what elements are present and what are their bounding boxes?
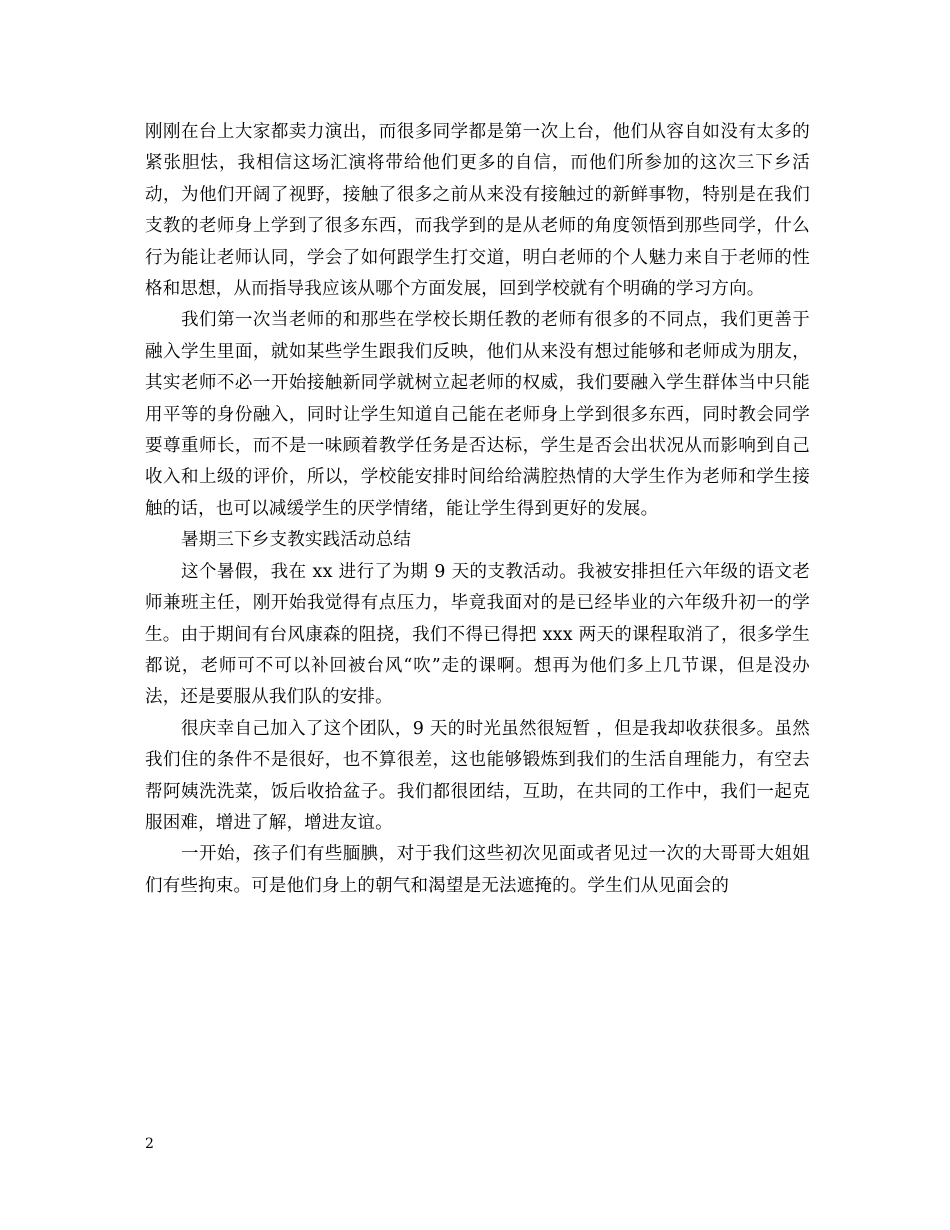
paragraph-3: 这个暑假，我在 xx 进行了为期 9 天的支教活动。我被安排担任六年级的语文老师兼班主任，刚开始我觉得有点压力，毕竟我面对的是已经毕业的六年级升初一的学生。由于期间有台风康森的阻挠，我们不得已得把 xxx 两天的课程取消了，很多学生都说，老师可不可以补回被台风“吹”走的课啊。想再为他们多上几节课，但是没办法，还是要服从我们队的安排。 <box>145 561 810 708</box>
document-body <box>145 117 810 902</box>
section-heading: 暑期三下乡支教实践活动总结 <box>181 530 412 551</box>
paragraph-1: 刚刚在台上大家都卖力演出，而很多同学都是第一次上台，他们从容自如没有太多的紧张胆怯，我相信这场汇演将带给他们更多的自信，而他们所参加的这次三下乡活动，为他们开阔了视野，接触了很多之前从来没有接触过的新鲜事物，特别是在我们支教的老师身上学到了很多东西，而我学到的是从老师的角度领悟到那些同学，什么行为能让老师认同，学会了如何跟学生打交道，明白老师的个人魅力来自于老师的性格和思想，从而指导我应该从哪个方面发展，回到学校就有个明确的学习方向。 <box>145 122 810 300</box>
paragraph-5: 一开始，孩子们有些腼腆，对于我们这些初次见面或者见过一次的大哥哥大姐姐们有些拘束。可是他们身上的朝气和渴望是无法遮掩的。学生们从见面会的 <box>145 844 810 896</box>
paragraph-2: 我们第一次当老师的和那些在学校长期任教的老师有很多的不同点，我们更善于融入学生里面，就如某些学生跟我们反映，他们从来没有想过能够和老师成为朋友，其实老师不必一开始接触新同学就树立起老师的权威，我们要融入学生群体当中只能用平等的身份融入，同时让学生知道自己能在老师身上学到很多东西，同时教会同学要尊重师长，而不是一味顾着教学任务是否达标，学生是否会出状况从而影响到自己收入和上级的评价，所以，学校能安排时间给给满腔热情的大学生作为老师和学生接触的话，也可以减缓学生的厌学情绪，能让学生得到更好的发展。 <box>145 310 810 519</box>
page-number: 2 <box>145 1136 154 1152</box>
paragraph-4: 很庆幸自己加入了这个团队，9 天的时光虽然很短暂 ，但是我却收获很多。虽然我们住的条件不是很好，也不算很差，这也能够锻炼到我们的生活自理能力，有空去帮阿姨洗洗菜，饭后收拾盆子。我们都很团结，互助，在共同的工作中，我们一起克服困难，增进了解，增进友谊。 <box>145 718 810 833</box>
